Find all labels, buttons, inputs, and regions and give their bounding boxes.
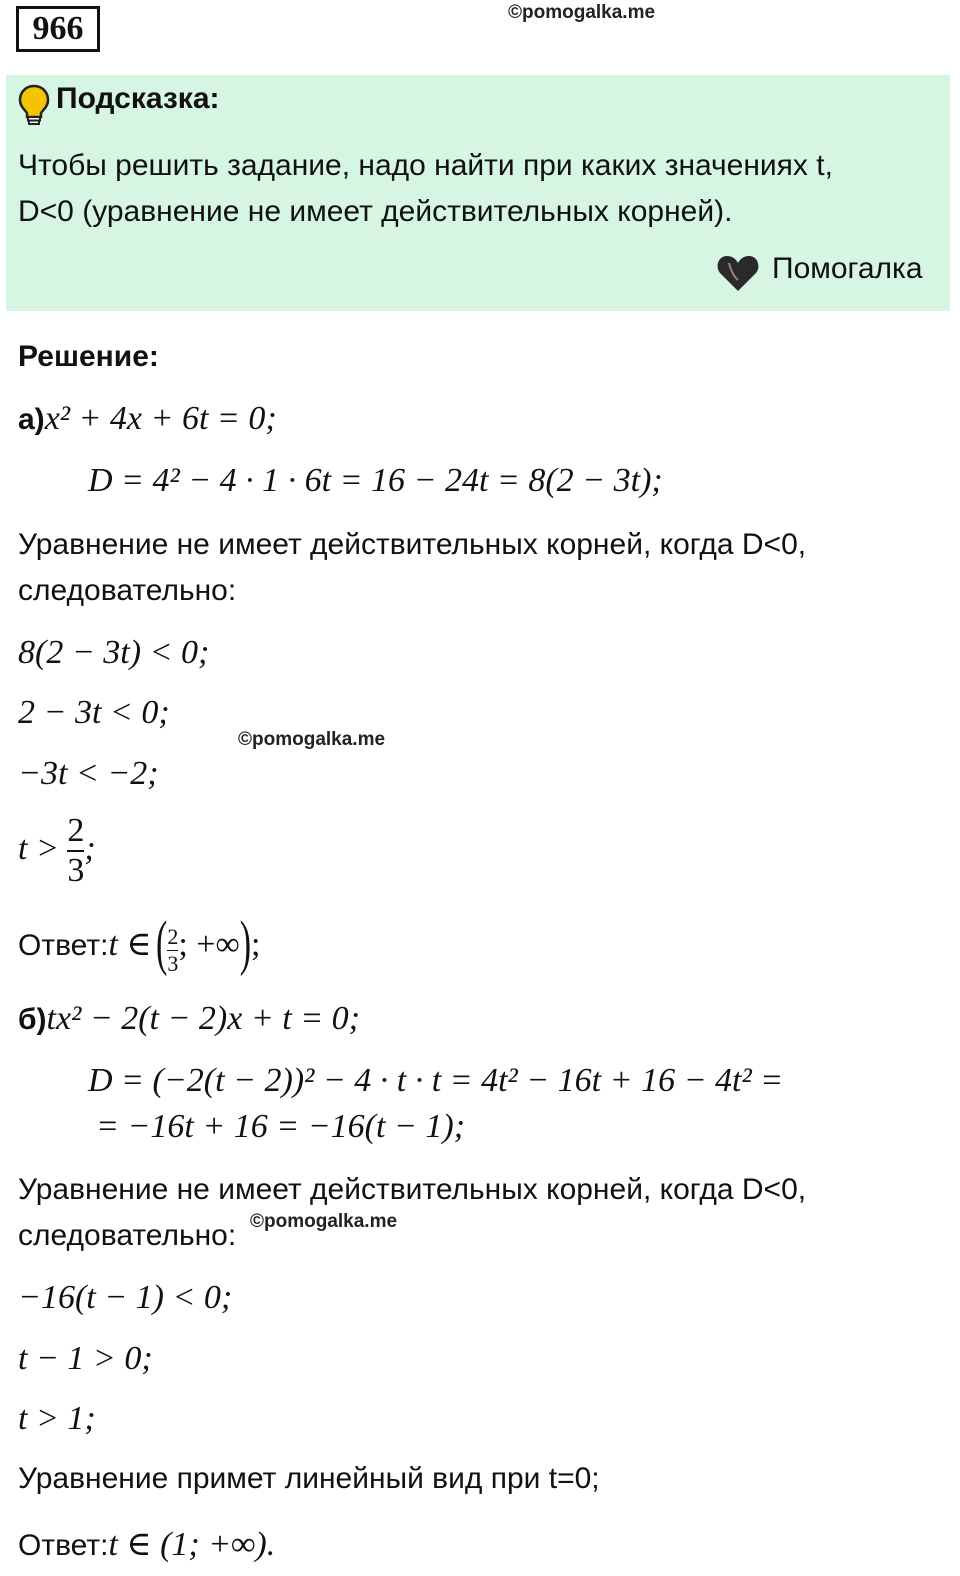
step-4-end: ; bbox=[84, 829, 96, 867]
fraction-two-thirds bbox=[67, 814, 84, 888]
hint-text bbox=[18, 143, 833, 235]
part-b-condition-2: следовательно: bbox=[18, 1219, 237, 1252]
watermark: ©pomogalka.me bbox=[508, 2, 656, 23]
part-b-step-2: t − 1 > 0; bbox=[18, 1340, 153, 1377]
part-b-discriminant-2: = −16t + 16 = −16(t − 1); bbox=[96, 1108, 466, 1145]
part-b-label: б) bbox=[18, 1003, 47, 1036]
part-a-discriminant: D = 4² − 4 · 1 · 6t = 16 − 24t = 8(2 − 3t); bbox=[88, 462, 663, 499]
hint-line-2: D<0 (уравнение не имеет действительных корней). bbox=[18, 195, 733, 228]
part-b-step-3: t > 1; bbox=[18, 1400, 96, 1437]
answer-prefix: t ∈ bbox=[108, 926, 152, 963]
answer-numerator: 2 bbox=[167, 924, 179, 950]
part-a-step-2: 2 − 3t < 0; bbox=[18, 694, 170, 731]
part-a-equation: x² + 4x + 6t = 0; bbox=[44, 400, 277, 437]
part-b-step-1: −16(t − 1) < 0; bbox=[18, 1279, 233, 1316]
task-number: 966 bbox=[16, 6, 100, 52]
step-4-left: t > bbox=[18, 829, 59, 867]
part-a-step-4 bbox=[18, 814, 96, 888]
fraction-numerator: 2 bbox=[67, 812, 85, 849]
hint-line-1: Чтобы решить задание, надо найти при каких значениях t, bbox=[18, 149, 833, 182]
answer-rest: ; +∞ bbox=[178, 926, 240, 963]
answer-label-b: Ответ: bbox=[18, 1529, 109, 1562]
brand-name: Помогалка bbox=[772, 252, 923, 285]
hint-title: Подсказка: bbox=[56, 82, 220, 115]
part-a-step-1: 8(2 − 3t) < 0; bbox=[18, 634, 210, 671]
answer-fraction bbox=[167, 926, 178, 975]
part-b-discriminant-1: D = (−2(t − 2))² − 4 · t · t = 4t² − 16t + 16 − 4t² = bbox=[88, 1062, 784, 1099]
part-b-equation-line bbox=[18, 1000, 360, 1038]
fraction-denominator: 3 bbox=[67, 852, 85, 889]
part-a-answer: Ответ:t ∈ ( $\frac{2}{3}$ ; +∞); bbox=[18, 910, 261, 978]
part-b-condition-1: Уравнение не имеет действительных корней, когда D<0, bbox=[18, 1173, 807, 1206]
part-a-label: а) bbox=[18, 403, 45, 436]
answer-end: ; bbox=[251, 926, 261, 963]
watermark-2: ©pomogalka.me bbox=[238, 729, 386, 750]
answer-label: Ответ: bbox=[18, 929, 109, 962]
lightbulb-icon bbox=[18, 84, 50, 126]
part-b-answer bbox=[18, 1524, 275, 1564]
part-b-linear-note: Уравнение примет линейный вид при t=0; bbox=[18, 1462, 600, 1495]
watermark-3: ©pomogalka.me bbox=[250, 1211, 398, 1232]
part-a-equation-line bbox=[18, 400, 277, 438]
part-a-condition-1: Уравнение не имеет действительных корней, когда D<0, bbox=[18, 528, 807, 561]
part-b-equation: tx² − 2(t − 2)x + t = 0; bbox=[46, 1000, 360, 1037]
solution-title: Решение: bbox=[18, 340, 159, 373]
part-a-condition-2: следовательно: bbox=[18, 574, 237, 607]
answer-denominator: 3 bbox=[167, 951, 179, 977]
heart-icon bbox=[716, 253, 760, 293]
part-a-step-3: −3t < −2; bbox=[18, 755, 159, 792]
answer-b: t ∈ (1; +∞). bbox=[108, 1526, 276, 1563]
